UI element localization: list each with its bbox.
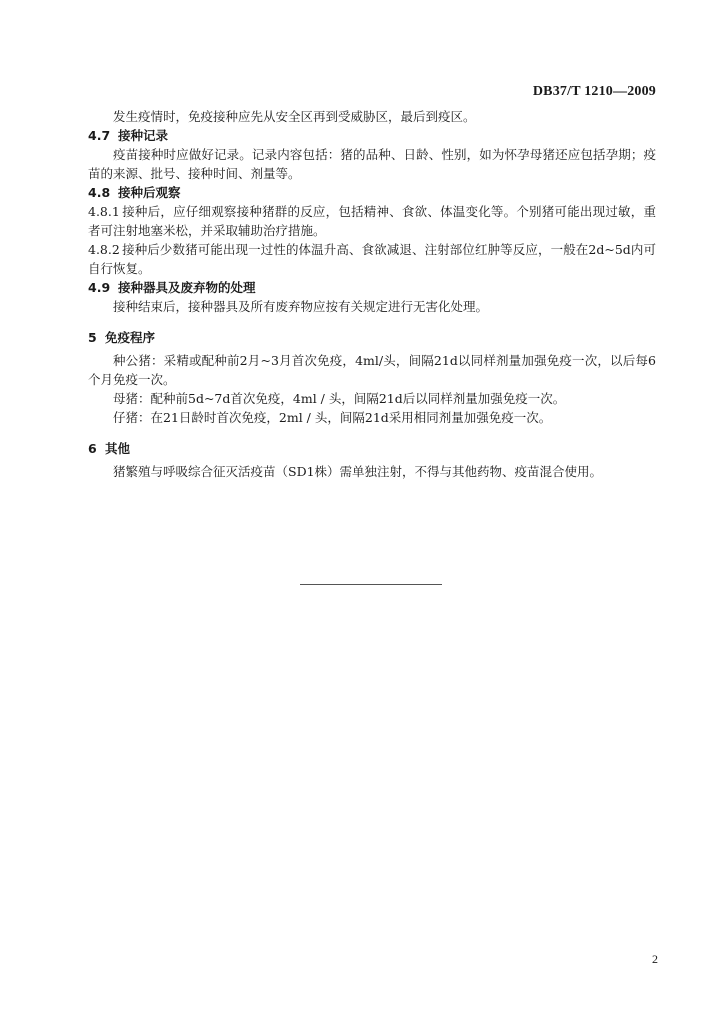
clause-number: 4.8.2 [88, 242, 120, 257]
paragraph-breeding-boars: 种公猪：采精或配种前2月~3月首次免疫，4ml/头，间隔21d以同样剂量加强免疫一次，以后每6个月免疫一次。 [88, 353, 656, 387]
clause-number: 4.8.1 [88, 204, 120, 219]
section-number: 4.7 [88, 128, 111, 143]
section-title: 接种记录 [118, 128, 169, 143]
section-heading-4-9 [88, 278, 656, 297]
section-title: 免疫程序 [105, 330, 156, 345]
section-number: 4.8 [88, 185, 111, 200]
section-heading-6 [88, 439, 656, 458]
section-heading-5 [88, 328, 656, 347]
paragraph-other: 猪繁殖与呼吸综合征灭活疫苗（SD1株）需单独注射，不得与其他药物、疫苗混合使用。 [113, 464, 603, 479]
paragraph-waste-handling: 接种结束后，接种器具及所有废弃物应按有关规定进行无害化处理。 [113, 299, 489, 314]
clause-text: 接种后，应仔细观察接种猪群的反应，包括精神、食欲、体温变化等。个别猪可能出现过敏，重者可注射地塞米松，并采取辅助治疗措施。 [88, 204, 656, 238]
section-title: 其他 [105, 441, 131, 456]
section-number: 4.9 [88, 280, 111, 295]
paragraph-piglets: 仔猪：在21日龄时首次免疫，2ml / 头，间隔21d采用相同剂量加强免疫一次。 [113, 410, 552, 425]
document-body [88, 107, 656, 481]
section-title: 接种后观察 [118, 185, 181, 200]
section-number: 6 [88, 441, 97, 456]
section-number: 5 [88, 330, 97, 345]
section-heading-4-7 [88, 126, 656, 145]
clause-text: 接种后少数猪可能出现一过性的体温升高、食欲减退、注射部位红肿等反应，一般在2d~5d内可自行恢复。 [88, 242, 656, 276]
end-of-document-rule [300, 584, 442, 585]
section-title: 接种器具及废弃物的处理 [118, 280, 256, 295]
section-heading-4-8 [88, 183, 656, 202]
paragraph-records: 疫苗接种时应做好记录。记录内容包括：猪的品种、日龄、性别，如为怀孕母猪还应包括孕期；疫苗的来源、批号、接种时间、剂量等。 [88, 147, 656, 181]
document-code: DB37/T 1210—2009 [532, 84, 656, 99]
paragraph-sows: 母猪：配种前5d~7d首次免疫，4ml / 头，间隔21d后以同样剂量加强免疫一次。 [113, 391, 566, 406]
clause-4-8-2 [88, 240, 656, 278]
page-number: 2 [652, 952, 658, 966]
paragraph-outbreak: 发生疫情时，免疫接种应先从安全区再到受威胁区，最后到疫区。 [113, 109, 476, 124]
clause-4-8-1 [88, 202, 656, 240]
